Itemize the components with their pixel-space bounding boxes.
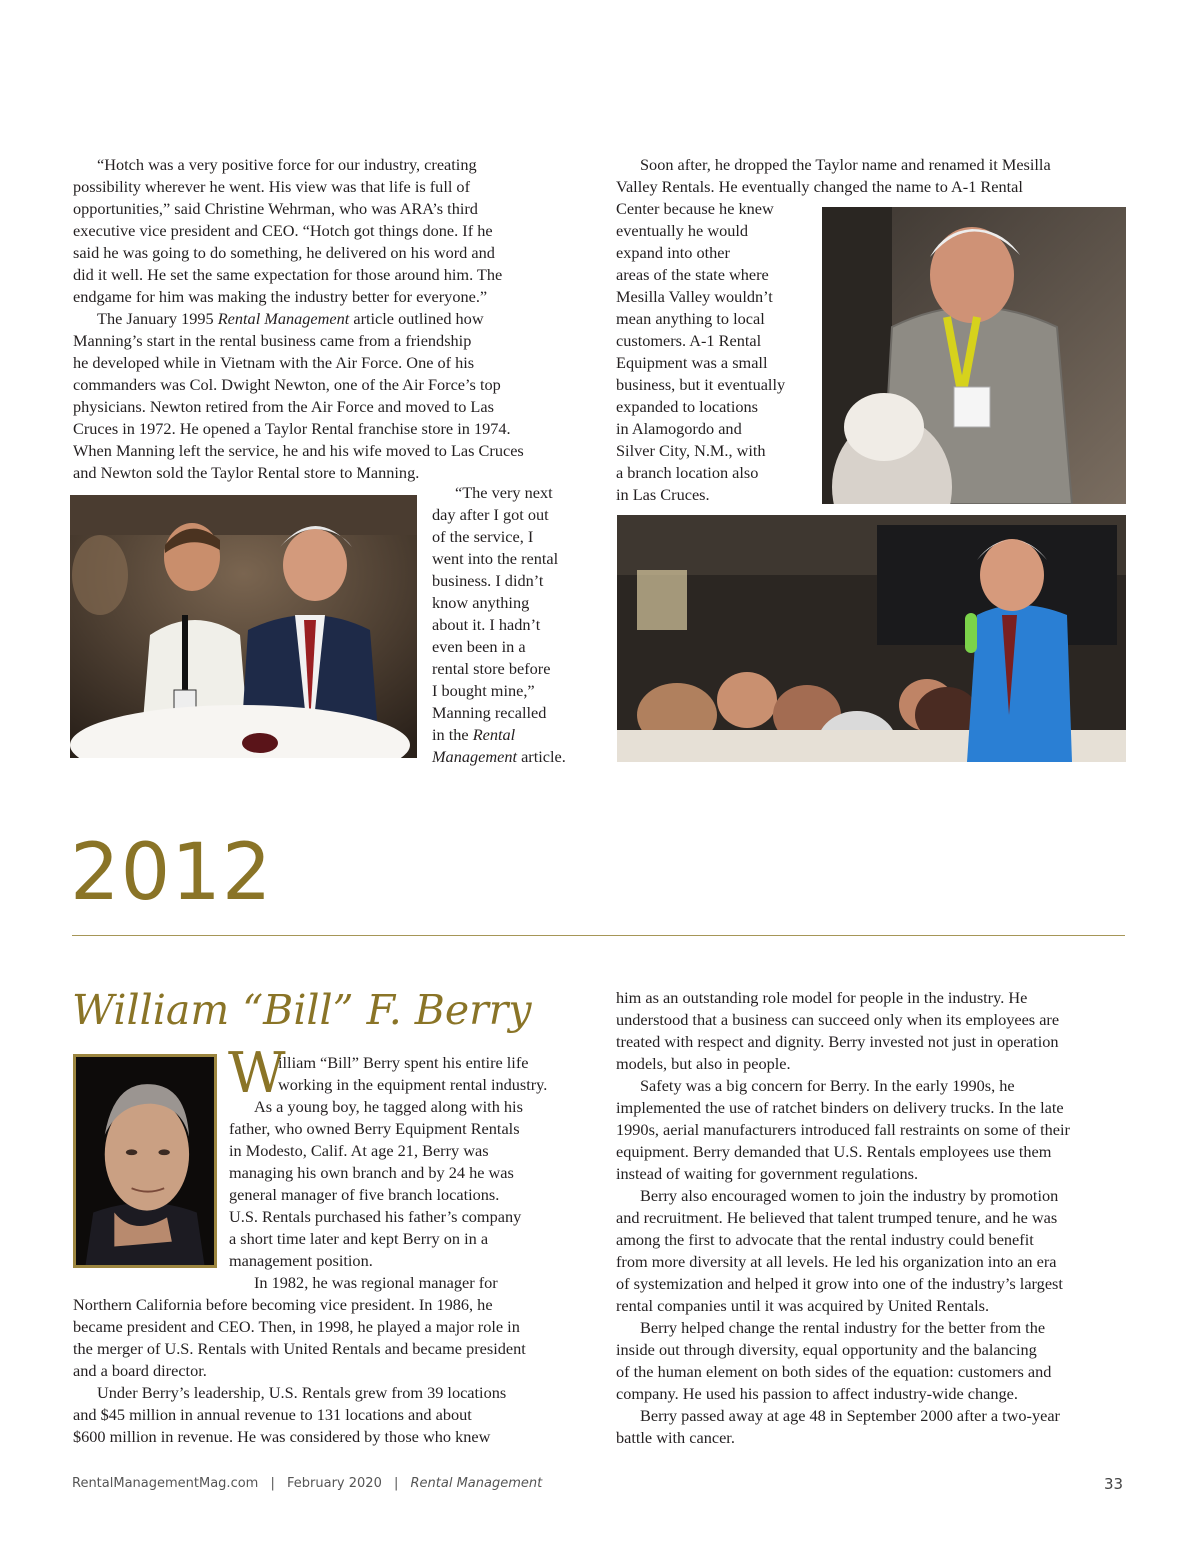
text-line: of the human element on both sides of the equation: customers and — [616, 1362, 1052, 1381]
text-line — [432, 746, 566, 768]
text-line: executive vice president and CEO. “Hotch got things done. If he — [73, 221, 493, 240]
text-line: and recruitment. He believed that talent trumped tenure, and he was — [616, 1208, 1058, 1227]
text-line: opportunities,” said Christine Wehrman, who was ARA’s third — [73, 199, 478, 218]
text-span: The January 1995 — [97, 309, 218, 328]
footer-separator: | — [270, 1476, 275, 1491]
photo-man-with-microphone-banquet — [617, 515, 1126, 762]
text-line: about it. I hadn’t — [432, 615, 541, 634]
text-line: in Las Cruces. — [616, 485, 710, 504]
text-line: business, but it eventually — [616, 375, 786, 394]
text-line: a short time later and kept Berry on in a — [229, 1229, 489, 1248]
photo-illustration — [70, 495, 417, 758]
text-line: of systemization and helped it grow into one of the industry’s largest — [616, 1274, 1063, 1293]
text-line: became president and CEO. Then, in 1998, he played a major role in — [73, 1317, 520, 1336]
text-span: article. — [517, 747, 566, 766]
text-line: Silver City, N.M., with — [616, 441, 766, 460]
text-line: equipment. Berry demanded that U.S. Rentals employees use them — [616, 1142, 1052, 1161]
text-line: expanded to locations — [616, 397, 758, 416]
photo-illustration — [76, 1057, 214, 1265]
text-line: a branch location also — [616, 463, 759, 482]
text-line: possibility wherever he went. His view was that life is full of — [73, 177, 470, 196]
footer-magazine-name: Rental Management — [410, 1476, 543, 1491]
text-line: Berry passed away at age 48 in September 2000 after a two-year — [640, 1406, 1060, 1425]
text-line: did it well. He set the same expectation for those around him. The — [73, 265, 503, 284]
text-line: from more diversity at all levels. He led his organization into an era — [616, 1252, 1057, 1271]
text-line: day after I got out — [432, 505, 549, 524]
text-line: and a board director. — [73, 1361, 207, 1380]
photo-two-men-at-table — [70, 495, 417, 758]
text-line: in Modesto, Calif. At age 21, Berry was — [229, 1141, 489, 1160]
photo-illustration — [617, 515, 1126, 762]
text-line: general manager of five branch locations. — [229, 1185, 500, 1204]
text-line: said he was going to do something, he delivered on his word and — [73, 243, 495, 262]
text-line: physicians. Newton retired from the Air Force and moved to Las — [73, 397, 494, 416]
section-year: 2012 — [70, 828, 273, 918]
text-span: in the — [432, 725, 473, 744]
text-line: 1990s, aerial manufacturers introduced fall restraints on some of their — [616, 1120, 1070, 1139]
text-span: article outlined how — [349, 309, 484, 328]
text-line: expand into other — [616, 243, 730, 262]
text-line: inside out through diversity, equal opportunity and the balancing — [616, 1340, 1037, 1359]
text-line: implemented the use of ratchet binders on delivery trucks. In the late — [616, 1098, 1064, 1117]
text-line: rental store before — [432, 659, 551, 678]
text-line: rental companies until it was acquired by United Rentals. — [616, 1296, 990, 1315]
text-line: and Newton sold the Taylor Rental store to Manning. — [73, 463, 420, 482]
text-line: Northern California before becoming vice president. In 1986, he — [73, 1295, 493, 1314]
section-divider — [72, 935, 1125, 936]
italic-magazine-title: Rental — [472, 725, 516, 744]
text-line: Center because he knew — [616, 199, 774, 218]
text-line: $600 million in revenue. He was considered by those who knew — [73, 1427, 491, 1446]
text-line — [97, 308, 484, 330]
text-line: eventually he would — [616, 221, 749, 240]
text-line: Valley Rentals. He eventually changed the name to A-1 Rental — [616, 177, 1023, 196]
text-line: As a young boy, he tagged along with his — [254, 1097, 523, 1116]
text-line: went into the rental — [432, 549, 559, 568]
text-line: “Hotch was a very positive force for our industry, creating — [97, 155, 477, 174]
text-line: instead of waiting for government regulations. — [616, 1164, 919, 1183]
footer-separator: | — [393, 1476, 399, 1491]
text-line: Manning’s start in the rental business came from a friendship — [73, 331, 472, 350]
text-line: commanders was Col. Dwight Newton, one of the Air Force’s top — [73, 375, 501, 394]
footer-site-link[interactable]: RentalManagementMag.com — [72, 1476, 259, 1491]
text-line: know anything — [432, 593, 530, 612]
text-line: he developed while in Vietnam with the Air Force. One of his — [73, 353, 475, 372]
text-line: Berry helped change the rental industry for the better from the — [640, 1318, 1046, 1337]
text-line: areas of the state where — [616, 265, 769, 284]
text-line: even been in a — [432, 637, 526, 656]
text-line: “The very next — [455, 483, 553, 502]
text-line: endgame for him was making the industry better for everyone.” — [73, 287, 488, 306]
text-line — [432, 724, 515, 746]
page-number: 33 — [1104, 1475, 1124, 1493]
text-line: in Alamogordo and — [616, 419, 742, 438]
text-line: working in the equipment rental industry. — [278, 1075, 548, 1094]
text-line: understood that a business can succeed only when its employees are — [616, 1010, 1060, 1029]
text-line: battle with cancer. — [616, 1428, 735, 1447]
italic-magazine-title: Rental Management — [217, 309, 350, 328]
text-line: Mesilla Valley wouldn’t — [616, 287, 773, 306]
text-line: Cruces in 1972. He opened a Taylor Rental franchise store in 1974. — [73, 419, 511, 438]
text-line: Equipment was a small — [616, 353, 768, 372]
text-line: treated with respect and dignity. Berry invested not just in operation — [616, 1032, 1059, 1051]
photo-man-laughing-lanyard — [822, 207, 1126, 504]
text-line: Soon after, he dropped the Taylor name and renamed it Mesilla — [640, 155, 1051, 174]
text-line: among the first to advocate that the rental industry could benefit — [616, 1230, 1034, 1249]
portrait-william-berry — [73, 1054, 217, 1268]
text-line: I bought mine,” — [432, 681, 535, 700]
text-line: business. I didn’t — [432, 571, 544, 590]
text-line: customers. A-1 Rental — [616, 331, 762, 350]
text-line: Berry also encouraged women to join the industry by promotion — [640, 1186, 1059, 1205]
text-line: illiam “Bill” Berry spent his entire life — [278, 1053, 529, 1072]
footer-date: February 2020 — [287, 1476, 382, 1491]
text-line: Under Berry’s leadership, U.S. Rentals grew from 39 locations — [97, 1383, 507, 1402]
text-line: When Manning left the service, he and his wife moved to Las Cruces — [73, 441, 524, 460]
photo-illustration — [822, 207, 1126, 504]
text-line: Manning recalled — [432, 703, 547, 722]
drop-cap-letter: W — [228, 1041, 286, 1106]
text-line: mean anything to local — [616, 309, 765, 328]
text-line: the merger of U.S. Rentals with United Rentals and became president — [73, 1339, 526, 1358]
honoree-name-heading: William “Bill” F. Berry — [72, 986, 532, 1034]
text-line: of the service, I — [432, 527, 534, 546]
italic-magazine-title: Management — [432, 747, 517, 766]
text-line: models, but also in people. — [616, 1054, 791, 1073]
text-line: managing his own branch and by 24 he was — [229, 1163, 514, 1182]
text-line: father, who owned Berry Equipment Rentals — [229, 1119, 520, 1138]
text-line: Safety was a big concern for Berry. In the early 1990s, he — [640, 1076, 1015, 1095]
text-line: and $45 million in annual revenue to 131 locations and about — [73, 1405, 472, 1424]
text-line: In 1982, he was regional manager for — [254, 1273, 498, 1292]
text-line: company. He used his passion to affect industry-wide change. — [616, 1384, 1018, 1403]
text-line: management position. — [229, 1251, 373, 1270]
text-line: U.S. Rentals purchased his father’s company — [229, 1207, 522, 1226]
page-footer — [72, 1474, 542, 1494]
text-line: him as an outstanding role model for people in the industry. He — [616, 988, 1028, 1007]
